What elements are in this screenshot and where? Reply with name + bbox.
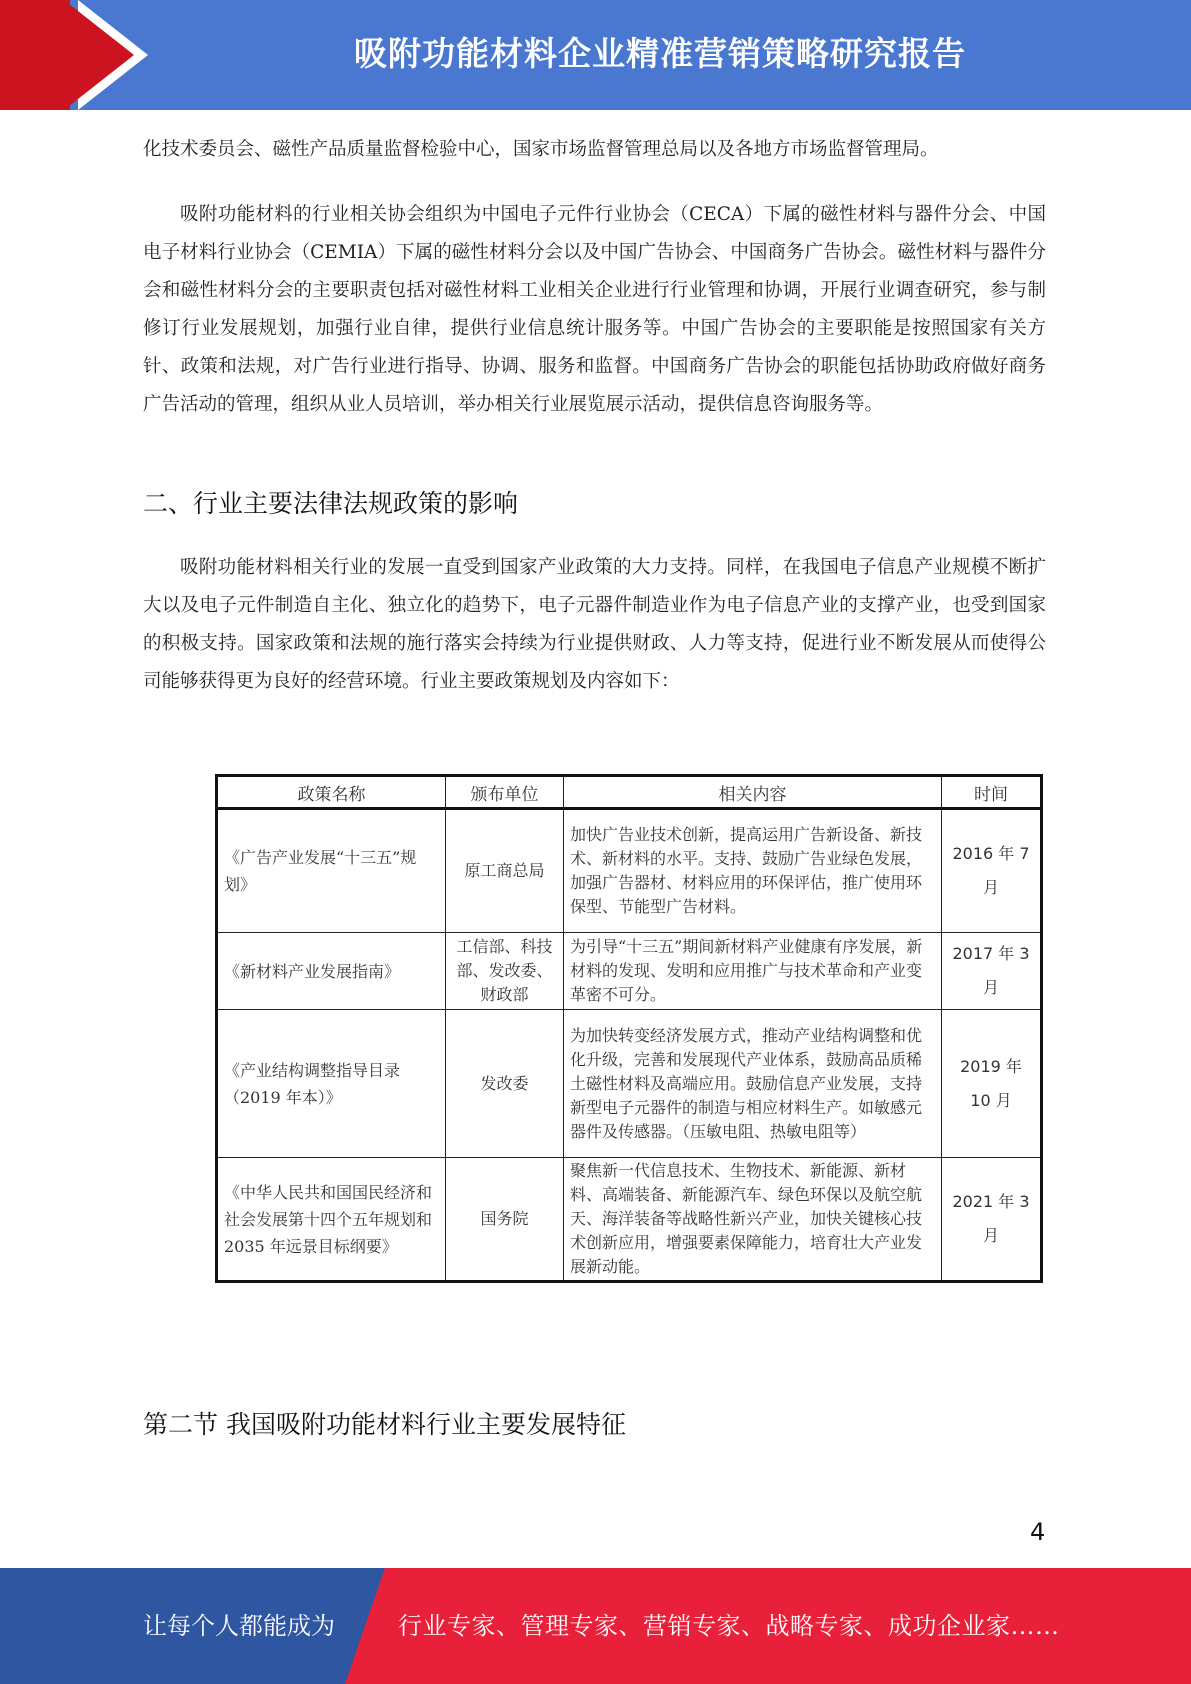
- table-row: [217, 1158, 1042, 1282]
- page-number: 4: [1030, 1518, 1046, 1546]
- table-header-row: [217, 776, 1042, 809]
- page-footer: [0, 1568, 1191, 1684]
- header-content: 相关内容: [564, 776, 942, 809]
- paragraph-1: 化技术委员会、磁性产品质量监督检验中心，国家市场监督管理总局以及各地方市场监督管理局。: [143, 139, 939, 160]
- policy-name-cell: 《广告产业发展“十三五”规划》: [217, 809, 446, 933]
- issuer-cell: 国务院: [446, 1158, 564, 1282]
- paragraph-2: 吸附功能材料的行业相关协会组织为中国电子元件行业协会（CECA）下属的磁性材料与器件分会、中国电子材料行业协会（CEMIA）下属的磁性材料分会以及中国广告协会、中国商务广告协会。磁性材料与器件分会和磁性材料分会的主要职责包括对磁性材料工业相关企业进行行业管理和协调，开展行业调查研究，参与制修订行业发展规划，加强行业自律，提供行业信息统计服务等。中国广告协会的主要职能是按照国家有关方针、政策和法规，对广告行业进行指导、协调、服务和监督。中国商务广告协会的职能包括协助政府做好商务广告活动的管理，组织从业人员培训，举办相关行业展览展示活动，提供信息咨询服务等。: [143, 204, 1046, 415]
- footer-slogan-right: 行业专家、管理专家、营销专家、战略专家、成功企业家……: [398, 1612, 1060, 1640]
- time-cell: 2017 年 3 月: [942, 933, 1042, 1010]
- header-policy-name: 政策名称: [217, 776, 446, 809]
- table-row: [217, 809, 1042, 933]
- header-red-block: [0, 0, 70, 110]
- table-row: [217, 1010, 1042, 1158]
- policy-name-cell: 《中华人民共和国国民经济和社会发展第十四个五年规划和 2035 年远景目标纲要》: [217, 1158, 446, 1282]
- header-red-chevron: [64, 0, 134, 110]
- issuer-cell: 发改委: [446, 1010, 564, 1158]
- footer-blue-slant: [345, 1568, 385, 1684]
- time-cell: 2019 年 10 月: [942, 1010, 1042, 1158]
- paragraph-3: 吸附功能材料相关行业的发展一直受到国家产业政策的大力支持。同样，在我国电子信息产业规模不断扩大以及电子元件制造自主化、独立化的趋势下，电子元器件制造业作为电子信息产业的支撑产业，也受到国家的积极支持。国家政策和法规的施行落实会持续为行业提供财政、人力等支持，促进行业不断发展从而使得公司能够获得更为良好的经营环境。行业主要政策规划及内容如下：: [143, 557, 1046, 692]
- policy-table-wrapper: [215, 774, 1040, 1279]
- content-cell: 聚焦新一代信息技术、生物技术、新能源、新材料、高端装备、新能源汽车、绿色环保以及航空航天、海洋装备等战略性新兴产业，加快关键核心技术创新应用，增强要素保障能力，培育壮大产业发展新动能。: [564, 1158, 942, 1282]
- content-cell: 为引导“十三五”期间新材料产业健康有序发展，新材料的发现、发明和应用推广与技术革命和产业变革密不可分。: [564, 933, 942, 1010]
- header-issuer: 颁布单位: [446, 776, 564, 809]
- content-cell: 加快广告业技术创新，提高运用广告新设备、新技术、新材料的水平。支持、鼓励广告业绿色发展，加强广告器材、材料应用的环保评估，推广使用环保型、节能型广告材料。: [564, 809, 942, 933]
- table-row: [217, 933, 1042, 1010]
- report-title: 吸附功能材料企业精准营销策略研究报告: [354, 34, 966, 73]
- policy-name-cell: 《产业结构调整指导目录（2019 年本）》: [217, 1010, 446, 1158]
- policy-table: [215, 774, 1043, 1283]
- time-cell: 2016 年 7 月: [942, 809, 1042, 933]
- footer-slogan-left: 让每个人都能成为: [143, 1612, 335, 1640]
- header-time: 时间: [942, 776, 1042, 809]
- policy-name-cell: 《新材料产业发展指南》: [217, 933, 446, 1010]
- time-cell: 2021 年 3 月: [942, 1158, 1042, 1282]
- issuer-cell: 工信部、科技部、发改委、财政部: [446, 933, 564, 1010]
- content-cell: 为加快转变经济发展方式，推动产业结构调整和优化升级，完善和发展现代产业体系，鼓励高品质稀土磁性材料及高端应用。鼓励信息产业发展，支持新型电子元器件的制造与相应材料生产。如敏感元器件及传感器。（压敏电阻、热敏电阻等）: [564, 1010, 942, 1158]
- section-heading-chapter: 第二节 我国吸附功能材料行业主要发展特征: [143, 1410, 626, 1439]
- page-header: [0, 0, 1191, 110]
- issuer-cell: 原工商总局: [446, 809, 564, 933]
- section-heading-policy: 二、行业主要法律法规政策的影响: [143, 489, 519, 518]
